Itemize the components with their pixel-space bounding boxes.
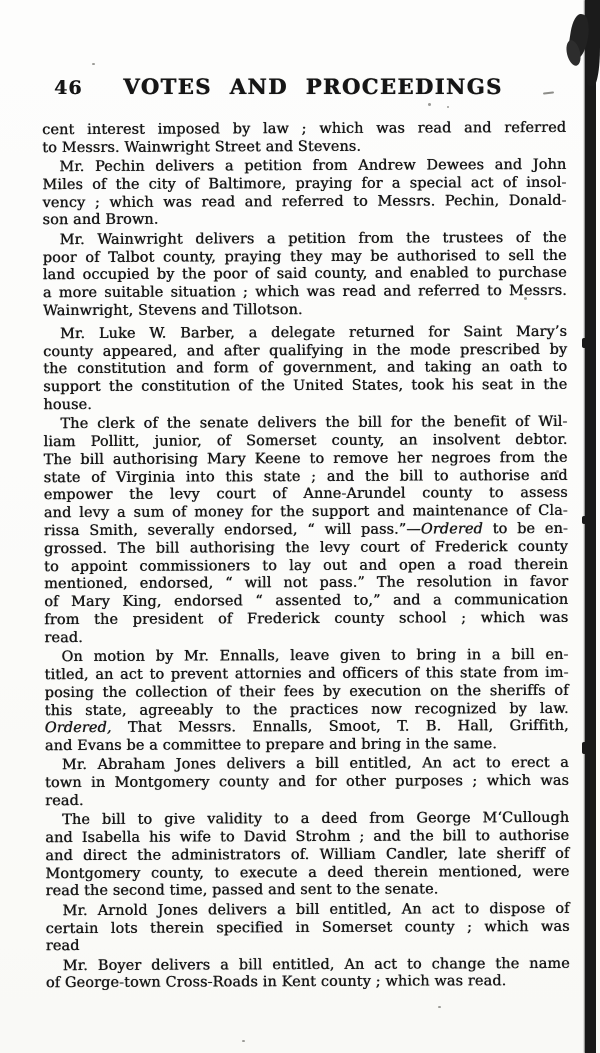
text-line: The clerk of the senate delivers the bill for the benefit of Wil- xyxy=(60,414,568,433)
text-line: town in Montgomery county and for other purposes ; which was xyxy=(44,773,570,792)
paragraph xyxy=(42,157,566,230)
text-line: from the president of Frederick county school ; which was xyxy=(44,609,569,629)
text-line: mentioned, endorsed, “ will not pass.” The resolution in favor xyxy=(44,574,569,593)
ink-blotch xyxy=(582,516,586,524)
ink-speck xyxy=(438,1006,441,1008)
text-line: read. xyxy=(45,792,84,810)
text-line: posing the collection of their fees by execution on the sheriffs of xyxy=(44,682,569,701)
text-line: and Evans be a committee to prepare and bring in the same. xyxy=(44,736,497,755)
body-text xyxy=(42,120,570,994)
text-line: vency ; which was read and referred to Messrs. Pechin, Donald- xyxy=(42,192,567,211)
text-line: the constitution and form of government, and taking an oath to xyxy=(43,359,568,378)
text-line: support the constitution of the United States, took his seat in the xyxy=(43,377,568,396)
text-line: county appeared, and after qualifying in the mode prescribed by xyxy=(43,341,568,360)
ink-blotch xyxy=(582,742,586,754)
book-gutter-shadow-top xyxy=(585,0,600,86)
text-line: Miles of the city of Baltimore, praying for a special act of insol- xyxy=(42,174,567,194)
text-line: Montgomery county, to execute a deed therein mentioned, were xyxy=(45,863,570,882)
page-header xyxy=(44,74,568,108)
text-line: and levy a sum of money for the support and maintenance of Cla- xyxy=(43,503,568,522)
text-line: and Isabella his wife to David Strohm ; and the bill to authorise xyxy=(45,827,570,847)
text-line: land occupied by the poor of said county, and enabled to purchase xyxy=(42,265,567,284)
text-line: Mr. Arnold Jones delivers a bill entitled, An act to dispose of xyxy=(62,900,570,919)
text-line: Mr. Boyer delivers a bill entitled, An act to change the name xyxy=(62,955,570,974)
text-line: state of Virginia into this state ; and the bill to authorise and xyxy=(43,467,568,486)
text-line: empower the levy court of Anne-Arundel county to assess xyxy=(43,485,568,504)
text-line: Mr. Luke W. Barber, a delegate returned for Saint Mary’s xyxy=(59,323,568,342)
page-number: 46 xyxy=(54,77,83,99)
paragraph xyxy=(46,901,570,957)
text-line: On motion by Mr. Ennalls, leave given to bring in a bill en- xyxy=(61,646,569,666)
page-title: VOTES AND PROCEEDINGS xyxy=(123,74,503,99)
text-line: Mr. Abraham Jones delivers a bill entitled, An act to erect a xyxy=(61,755,569,774)
text-line: of George-town Cross-Roads in Kent county ; which was read. xyxy=(45,973,507,992)
text-line: The bill to give validity to a deed from George M‘Cullough xyxy=(62,810,570,829)
ink-speck xyxy=(92,63,95,65)
text-line: son and Brown. xyxy=(42,212,159,229)
text-line: read xyxy=(45,938,80,955)
text-line: and direct the administrators of. William Candler, late sheriff of xyxy=(45,845,570,865)
text-line: Mr. Wainwright delivers a petition from the trustees of the xyxy=(59,229,567,248)
text-line: poor of Talbot county, praying they may be authorised to sell the xyxy=(42,247,567,266)
text-line: of Mary King, endorsed “ assented to,” and a communication xyxy=(44,592,569,611)
text-line: rissa Smith, severally endorsed, “ will pass.”—Ordered to be en- xyxy=(43,520,568,540)
text-line: read the second time, passed and sent to the senate. xyxy=(45,881,439,900)
paragraph xyxy=(44,647,568,756)
text-line: Ordered, That Messrs. Ennalls, Smoot, T. B. Hall, Griffith, xyxy=(44,718,569,737)
paragraph xyxy=(43,414,568,648)
text-line: house. xyxy=(43,396,92,414)
text-line: read. xyxy=(44,629,83,646)
text-line: certain lots therein specified in Somerset county ; which was xyxy=(45,918,570,937)
paragraph xyxy=(45,810,569,901)
text-line: Mr. Pechin delivers a petition from Andrew Dewees and John xyxy=(59,156,567,176)
paragraph xyxy=(42,120,566,158)
ink-speck xyxy=(242,1040,245,1042)
text-line: liam Pollitt, junior, of Somerset county, an insolvent debtor. xyxy=(43,431,568,451)
paragraph xyxy=(43,324,567,415)
text-line: The bill authorising Mary Keene to remove her negroes from the xyxy=(43,449,568,468)
text-line: to appoint commissioners to lay out and open a road therein xyxy=(44,556,569,575)
ink-blotch xyxy=(582,338,586,348)
paragraph xyxy=(46,956,570,994)
text-line: this state, agreeably to the practices now recognized by law. xyxy=(44,700,569,719)
text-line: titled, an act to prevent attornies and officers of this state from im- xyxy=(44,664,569,684)
text-line: to Messrs. Wainwright Street and Stevens. xyxy=(42,138,362,156)
text-line: a more suitable situation ; which was read and referred to Messrs. xyxy=(42,283,567,302)
paragraph xyxy=(45,755,569,811)
text-line: cent interest imposed by law ; which was read and referred xyxy=(42,119,567,139)
text-line: Wainwright, Stevens and Tillotson. xyxy=(42,301,303,320)
book-gutter-shadow xyxy=(585,0,596,1053)
paragraph xyxy=(43,230,567,321)
text-line: grossed. The bill authorising the levy court of Frederick county xyxy=(43,538,568,557)
